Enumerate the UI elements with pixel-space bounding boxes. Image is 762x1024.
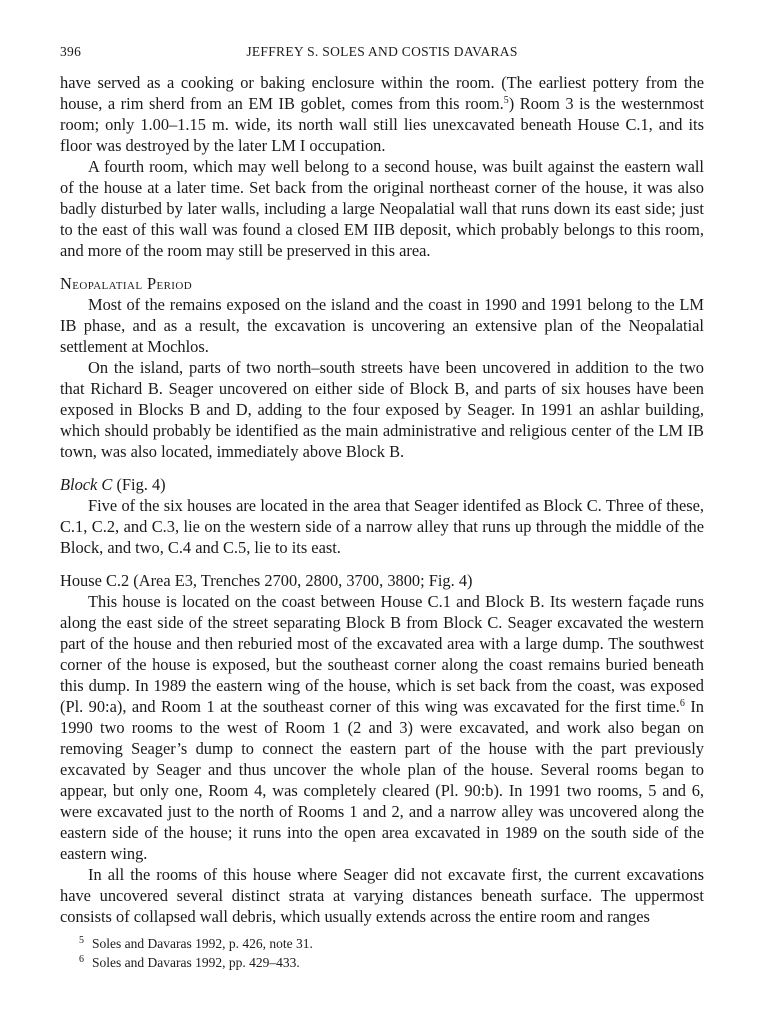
footnote bbox=[60, 934, 704, 953]
block-heading-rest: (Fig. 4) bbox=[112, 475, 166, 494]
house-heading: House C.2 (Area E3, Trenches 2700, 2800, 3700, 3800; Fig. 4) bbox=[60, 571, 473, 590]
footnote-number: 6 bbox=[79, 954, 84, 965]
block-heading bbox=[60, 474, 704, 495]
paragraph-1 bbox=[60, 72, 704, 156]
paragraph-6-text-a: This house is located on the coast between House C.1 and Block B. Its western façade runs along the east side of the street separating Block B from Block C. Seager excavated the western part of the house and then reburied most of the excavated area with a large dump. The southwest corner of the house is exposed, but the southeast corner along the coast remains buried beneath this dump. In 1989 the eastern wing of the house, which is set back from the coast, was exposed (Pl. 90:a), and Room 1 at the southeast corner of this wing was excavated for the first time. bbox=[60, 592, 704, 716]
paragraph-2: A fourth room, which may well belong to a second house, was built against the eastern wall of the house at a later time. Set back from the original northeast corner of the house, it was also badly disturbed by later walls, including a large Neopalatial wall that runs down its east side; just to the east of this wall was found a closed EM IIB deposit, which probably belongs to this room, and more of the room may still be preserved in this area. bbox=[60, 157, 704, 260]
paragraph-4: On the island, parts of two north–south streets have been uncovered in addition to the two that Richard B. Seager uncovered on either side of Block B, and parts of six houses have been exposed in Blocks B and D, adding to the four exposed by Seager. In 1991 an ashlar building, which should probably be identified as the main administrative and religious center of the LM IB town, was also located, immediately above Block B. bbox=[60, 358, 704, 461]
paragraph-1-text-a: have served as a cooking or baking enclosure within the room. (The earliest pottery from the house, a rim sherd from an EM IB goblet, comes from this room. bbox=[60, 73, 704, 113]
paragraph-1-text-b: ) Room 3 is the westernmost room; only 1.00–1.15 m. wide, its north wall still lies unexcavated beneath House C.1, and its floor was destroyed by the later LM I occupation. bbox=[60, 94, 704, 155]
footnote bbox=[60, 953, 704, 972]
page-number: 396 bbox=[60, 44, 82, 59]
footnote-text: Soles and Davaras 1992, p. 426, note 31. bbox=[92, 936, 313, 951]
running-header bbox=[60, 44, 704, 72]
running-title: JEFFREY S. SOLES AND COSTIS DAVARAS bbox=[246, 44, 518, 59]
paragraph-6-text-b: In 1990 two rooms to the west of Room 1 (2 and 3) were excavated, and work also began on removing Seager’s dump to connect the eastern part of the house with the part previously excavated by Seager and thus uncover the whole plan of the house. Several rooms began to appear, but only one, Room 4, was completely cleared (Pl. 90:b). In 1991 two rooms, 5 and 6, were excavated just to the north of Rooms 1 and 2, and a narrow alley was uncovered along the eastern side of the house; it runs into the open area excavated in 1989 on the south side of the eastern wing. bbox=[60, 697, 704, 863]
footnotes bbox=[60, 934, 704, 972]
paragraph-6 bbox=[60, 591, 704, 864]
footnote-text: Soles and Davaras 1992, pp. 429–433. bbox=[92, 955, 300, 970]
paragraph-5: Five of the six houses are located in the area that Seager identifed as Block C. Three of these, C.1, C.2, and C.3, lie on the western side of a narrow alley that runs up through the middle of the Block, and two, C.4 and C.5, lie to its east. bbox=[60, 496, 704, 557]
block-heading-italic: Block C bbox=[60, 475, 113, 494]
paragraph-7: In all the rooms of this house where Seager did not excavate first, the current excavations have uncovered several distinct strata at varying distances beneath surface. The uppermost consists of collapsed wall debris, which usually extends across the entire room and ranges bbox=[60, 865, 704, 926]
footnote-ref-6[interactable]: 6 bbox=[679, 698, 685, 709]
footnote-ref-5[interactable]: 5 bbox=[503, 95, 509, 106]
paragraph-3: Most of the remains exposed on the island and the coast in 1990 and 1991 belong to the LM IB phase, and as a result, the excavation is uncovering an extensive plan of the Neopalatial settlement at Mochlos. bbox=[60, 295, 704, 356]
section-heading: Neopalatial Period bbox=[60, 274, 193, 293]
footnote-number: 5 bbox=[79, 935, 84, 946]
